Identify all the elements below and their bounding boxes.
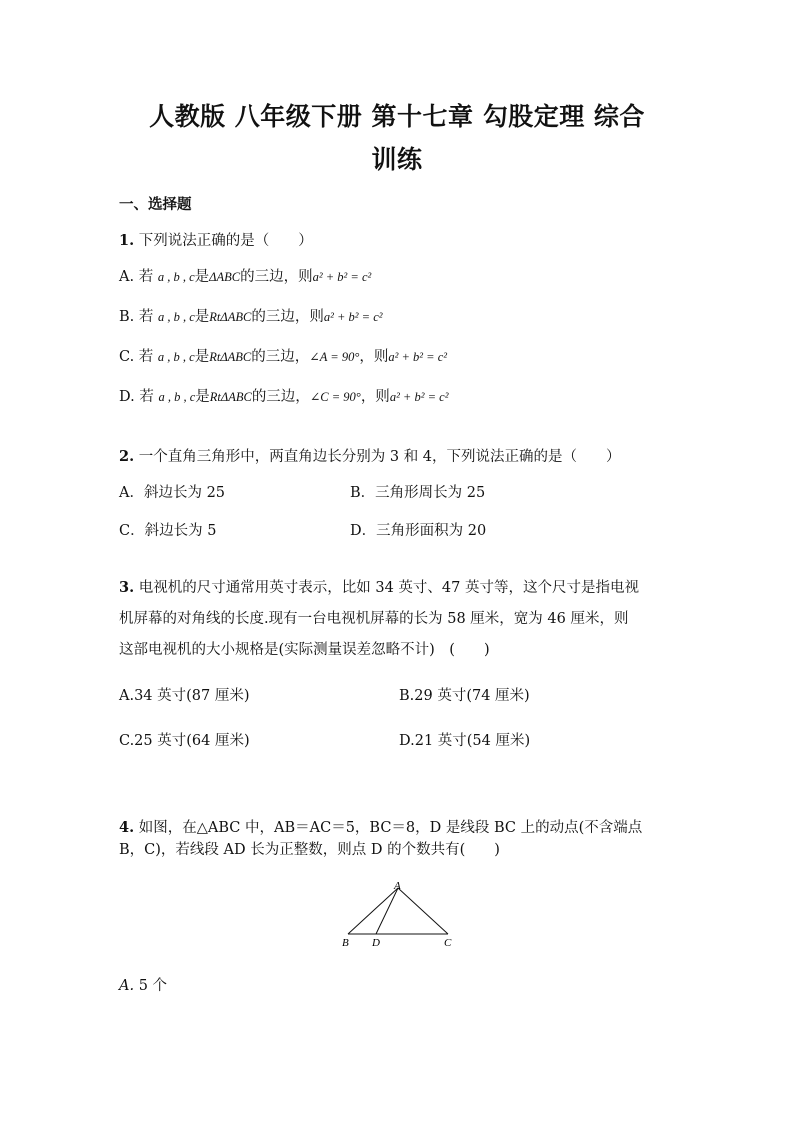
triangle-figure (330, 876, 470, 952)
question-3-line-2: 机屏幕的对角线的长度.现有一台电视机屏幕的长为 58 厘米，宽为 46 厘米，则 (119, 611, 629, 627)
vertex-label-c: C (444, 937, 452, 949)
side-ac (398, 888, 448, 934)
segment-ad (376, 888, 398, 934)
q3-option-c: C.25 英寸(64 厘米) (119, 733, 250, 749)
question-4-line-1: 4. 如图，在△ABC 中，AB＝AC＝5，BC＝8，D 是线段 BC 上的动点(不含端点 (119, 819, 643, 836)
question-3-line-3: 这部电视机的大小规格是(实际测量误差忽略不计) ( ) (119, 642, 490, 658)
question-number: 1. (119, 232, 135, 249)
q1-option-c: C. 若 a , b , c是RtΔABC的三边，∠A = 90°，则a² + b² = c² (119, 349, 448, 365)
vertex-label-d: D (372, 937, 380, 949)
q2-option-b: B．三角形周长为 25 (350, 485, 486, 501)
question-number: 2. (119, 448, 135, 465)
q3-option-a: A.34 英寸(87 厘米) (119, 688, 250, 704)
q4-option-a: A. 5 个 (119, 978, 168, 994)
question-1-stem: 1. 下列说法正确的是（ ） (119, 232, 313, 249)
side-ab (348, 888, 398, 934)
q2-option-d: D．三角形面积为 20 (350, 523, 487, 539)
q3-option-d: D.21 英寸(54 厘米) (399, 733, 531, 749)
section-heading: 一、选择题 (119, 196, 192, 213)
title-line-1: 人教版 八年级下册 第十七章 勾股定理 综合 (149, 102, 645, 131)
question-2-stem: 2. 一个直角三角形中，两直角边长分别为 3 和 4，下列说法正确的是（ ） (119, 448, 621, 465)
question-number: 3. (119, 579, 135, 596)
question-4-line-2: B，C)，若线段 AD 长为正整数，则点 D 的个数共有( ) (119, 842, 500, 858)
question-number: 4. (119, 819, 135, 836)
q1-option-d: D. 若 a , b , c是RtΔABC的三边，∠C = 90°，则a² + b² = c² (119, 389, 449, 405)
vertex-label-a: A (394, 880, 401, 892)
q2-option-a: A．斜边长为 25 (119, 485, 226, 501)
question-3-line-1: 3. 电视机的尺寸通常用英寸表示，比如 34 英寸、47 英寸等，这个尺寸是指电视 (119, 579, 639, 596)
title-line-2: 训练 (371, 145, 423, 174)
q3-option-b: B.29 英寸(74 厘米) (399, 688, 530, 704)
q1-option-b: B. 若 a , b , c是RtΔABC的三边，则a² + b² = c² (119, 309, 383, 325)
vertex-label-b: B (342, 937, 349, 949)
q2-option-c: C．斜边长为 5 (119, 523, 217, 539)
q1-option-a: A. 若 a , b , c是ΔABC的三边，则a² + b² = c² (119, 269, 372, 285)
